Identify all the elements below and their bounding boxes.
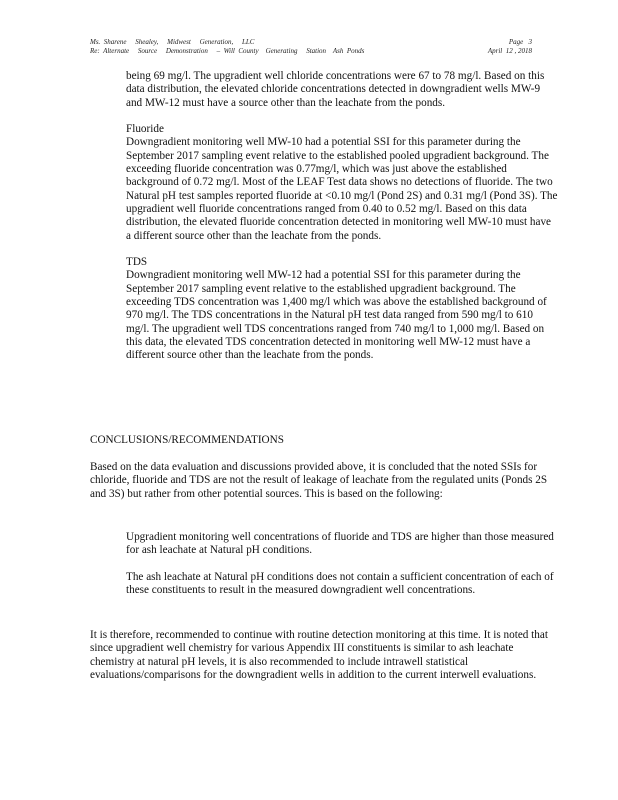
conclusions-bullet-list bbox=[90, 531, 562, 611]
header-date: April 12 , 2018 bbox=[487, 47, 532, 55]
closing-block bbox=[90, 629, 558, 682]
tds-heading: TDS bbox=[126, 256, 148, 269]
conclusions-intro: Based on the data evaluation and discussions provided above, it is concluded that the noted SSIs for chloride, fluoride and TDS are not the result of leakage of leachate from the regulated units (Ponds 2S and 3S) but rather from other potential sources. This is based on the following: bbox=[90, 461, 548, 500]
letter-header-left bbox=[90, 38, 364, 56]
header-subject-line: Re: Alternate Source Demonstration – Will County Generating Station Ash Ponds bbox=[90, 47, 365, 55]
chloride-paragraph-tail: being 69 mg/l. The upgradient well chloride concentrations were 67 to 78 mg/l. Based on this data distribution, the elevated chloride concentrations detected in downgradient wells MW-9 and MW-12 must have a source other than the leachate from the ponds. bbox=[126, 70, 545, 109]
letter-header-right bbox=[468, 38, 532, 56]
bullet-text: The ash leachate at Natural pH conditions does not contain a sufficient concentration of each of these constituents to result in the measured downgradient well concentrations. bbox=[126, 570, 554, 597]
fluoride-paragraph: Downgradient monitoring well MW-10 had a potential SSI for this parameter during the September 2017 sampling event relative to the established pooled upgradient background. The exceeding fluoride concentration was 0.77mg/l, which was just above the established background of 0.72 mg/l. Most of the LEAF Test data shows no detections of fluoride. The two Natural pH test samples reported fluoride at <0.10 mg/l (Pond 2S) and 0.31 mg/l (Pond 3S). The upgradient well fluoride concentrations ranged from 0.40 to 0.52 mg/l. Based on this data distribution, the elevated fluoride concentration detected in monitoring well MW-10 must have a different source other than the leachate from the ponds. bbox=[126, 136, 558, 242]
fluoride-heading: Fluoride bbox=[126, 123, 164, 136]
bullet-text: Upgradient monitoring well concentrations of fluoride and TDS are higher than those measured for ash leachate at Natural pH conditions. bbox=[126, 531, 554, 557]
conclusions-heading: CONCLUSIONS/RECOMMENDATIONS bbox=[90, 434, 284, 446]
header-recipient-line: Ms. Sharene Shealey, Midwest Generation, LLC bbox=[90, 38, 255, 46]
list-item bbox=[90, 571, 562, 598]
conclusions-heading-block bbox=[90, 434, 558, 447]
closing-paragraph: It is therefore, recommended to continue with routine detection monitoring at this time. It is noted that since upgradient well chemistry for various Appendix III constituents is similar to ash leachate chemistry at natural pH levels, it is also recommended to include intrawell statistical evaluations/comparisons for the downgradient wells in addition to the current interwell evaluations. bbox=[90, 629, 548, 681]
tds-paragraph: Downgradient monitoring well MW-12 had a potential SSI for this parameter during the September 2017 sampling event relative to the established upgradient background. The exceeding TDS concentration was 1,400 mg/l which was above the established background of 970 mg/l. The TDS concentrations in the Natural pH test data ranged from 590 mg/l to 610 mg/l. The upgradient well TDS concentrations ranged from 740 mg/l to 1,000 mg/l. Based on this data, the elevated TDS concentration detected in monitoring well MW-12 must have a different source other than the leachate from the ponds. bbox=[126, 269, 547, 362]
indented-section bbox=[126, 70, 558, 376]
conclusions-intro-block bbox=[90, 461, 558, 501]
header-page-number: Page 3 bbox=[508, 38, 532, 46]
list-item bbox=[90, 531, 562, 558]
